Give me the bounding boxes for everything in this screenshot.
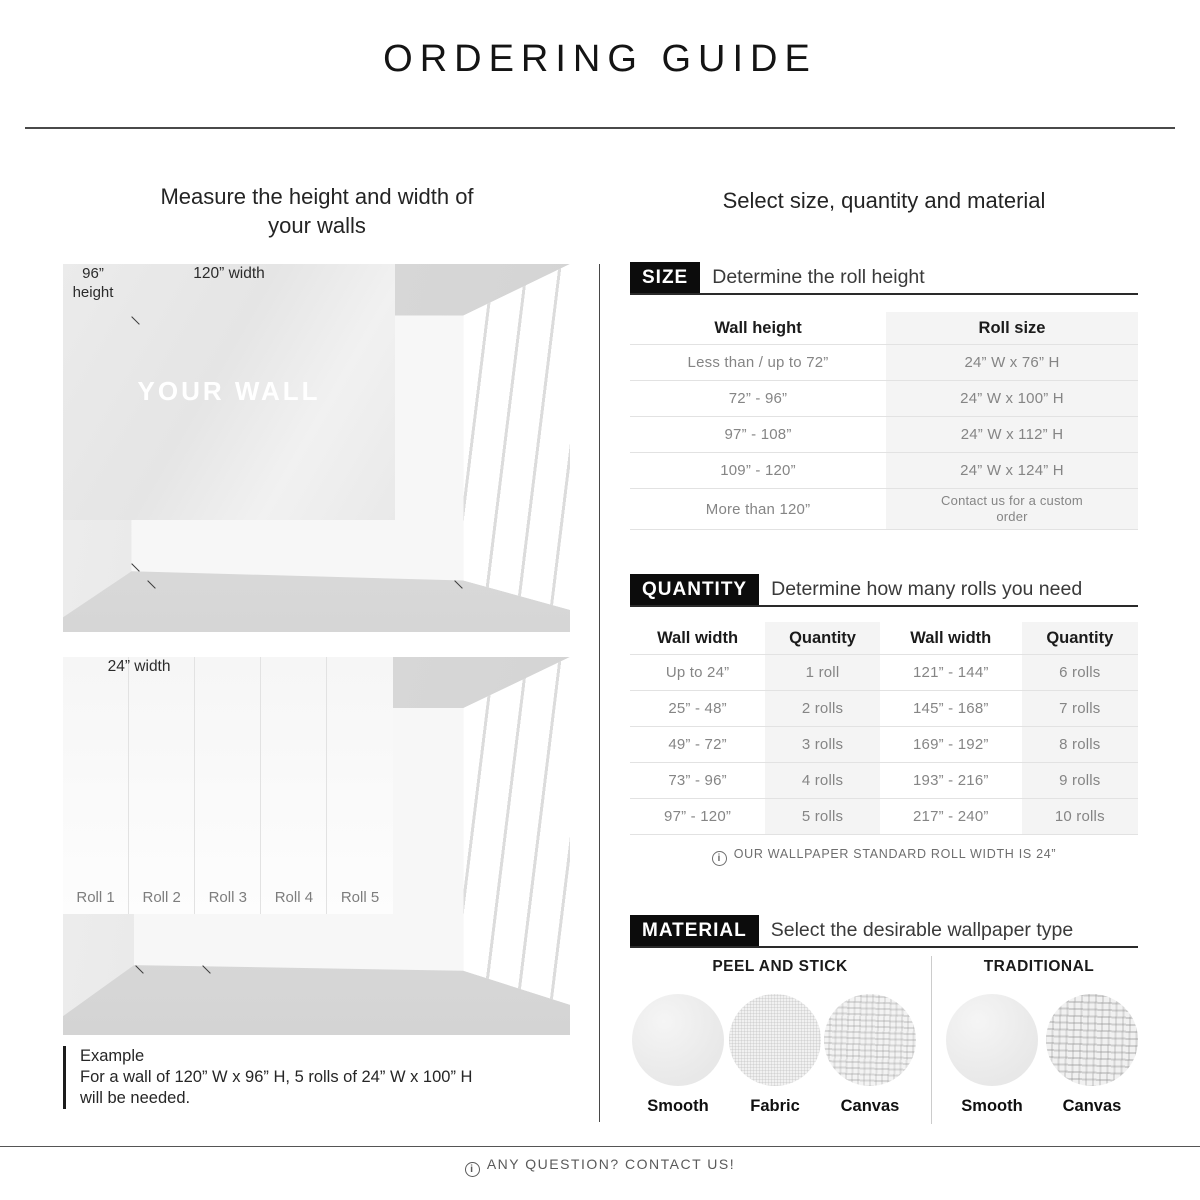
footer-rule: [0, 1146, 1200, 1147]
peel-and-stick-group-title: PEEL AND STICK: [712, 958, 848, 975]
qty-cell: 2 rolls: [765, 690, 880, 726]
qty-cell: 4 rolls: [765, 762, 880, 798]
qty-cell: 49” - 72”: [630, 726, 765, 762]
size-badge: SIZE: [630, 262, 700, 293]
material-badge: MATERIAL: [630, 915, 759, 946]
size-cell: Contact us for a custom order: [886, 488, 1138, 530]
qty-cell: 5 rolls: [765, 798, 880, 835]
smooth-texture-swatch: [946, 994, 1038, 1086]
qty-cell: 7 rolls: [1022, 690, 1138, 726]
canvas-texture-swatch: [824, 994, 916, 1086]
swatch-peel-smooth: Smooth: [632, 994, 724, 1116]
roll-width-note: i OUR WALLPAPER STANDARD ROLL WIDTH IS 24”: [630, 847, 1138, 866]
size-cell: 24” W x 124” H: [886, 452, 1138, 488]
example-title: Example: [80, 1047, 145, 1065]
canvas-texture-swatch: [1046, 994, 1138, 1086]
roll-width-label: 24” width: [107, 658, 171, 675]
roll-panel: Roll 3: [195, 657, 261, 914]
room-measure-illustration: [63, 264, 570, 632]
info-icon: i: [465, 1162, 480, 1177]
qty-cell: 9 rolls: [1022, 762, 1138, 798]
traditional-group-title: TRADITIONAL: [983, 958, 1095, 975]
qty-col-header: Quantity: [765, 622, 880, 654]
qty-cell: 10 rolls: [1022, 798, 1138, 835]
size-cell: Less than / up to 72”: [630, 344, 886, 380]
wall-height-label: 96” height: [72, 265, 114, 301]
qty-cell: 169” - 192”: [880, 726, 1022, 762]
size-cell: 24” W x 100” H: [886, 380, 1138, 416]
qty-col-header: Quantity: [1022, 622, 1138, 654]
fabric-texture-swatch: [729, 994, 821, 1086]
roll-panel: Roll 4: [261, 657, 327, 914]
size-cell: 24” W x 76” H: [886, 344, 1138, 380]
swatch-peel-canvas: Canvas: [824, 994, 916, 1116]
size-table: [630, 312, 1138, 530]
quantity-badge: QUANTITY: [630, 574, 759, 605]
quantity-section-title: Determine how many rolls you need: [771, 578, 1083, 600]
size-cell: More than 120”: [630, 488, 886, 530]
select-options-heading: Select size, quantity and material: [722, 188, 1046, 213]
qty-col-header: Wall width: [910, 628, 992, 647]
size-section-title: Determine the roll height: [712, 266, 925, 288]
qty-col-header: Wall width: [657, 628, 739, 647]
material-section-title: Select the desirable wallpaper type: [770, 919, 1074, 941]
smooth-texture-swatch: [632, 994, 724, 1086]
qty-cell: 1 roll: [765, 654, 880, 690]
column-divider: [599, 264, 600, 1122]
qty-cell: 8 rolls: [1022, 726, 1138, 762]
qty-cell: 217” - 240”: [880, 798, 1022, 835]
qty-cell: 6 rolls: [1022, 654, 1138, 690]
measure-walls-heading: Measure the height and width of your walls: [160, 184, 474, 238]
qty-cell: Up to 24”: [630, 654, 765, 690]
material-group-divider: [931, 956, 932, 1124]
info-icon: i: [712, 851, 727, 866]
your-wall-label: YOUR WALL: [137, 376, 321, 407]
page-title: ORDERING GUIDE: [383, 38, 817, 80]
roll-panel: Roll 2: [129, 657, 195, 914]
size-col-header: Wall height: [714, 318, 802, 337]
wall-width-label: 120” width: [193, 265, 265, 282]
swatch-traditional-canvas: Canvas: [1046, 994, 1138, 1116]
size-col-header: Roll size: [886, 312, 1138, 344]
qty-cell: 73” - 96”: [630, 762, 765, 798]
swatch-peel-fabric: Fabric: [729, 994, 821, 1116]
swatch-traditional-smooth: Smooth: [946, 994, 1038, 1116]
size-section-header: [630, 262, 1138, 295]
room-rolls-illustration: [63, 657, 570, 1035]
qty-cell: 121” - 144”: [880, 654, 1022, 690]
qty-cell: 145” - 168”: [880, 690, 1022, 726]
example-block: [63, 1046, 560, 1109]
example-line1: For a wall of 120” W x 96” H, 5 rolls of 24” W x 100” H: [80, 1068, 473, 1086]
qty-cell: 3 rolls: [765, 726, 880, 762]
size-cell: 24” W x 112” H: [886, 416, 1138, 452]
quantity-section-header: [630, 574, 1138, 607]
contact-us-note: i ANY QUESTION? CONTACT US!: [0, 1156, 1200, 1177]
example-line2: will be needed.: [80, 1089, 191, 1107]
size-cell: 97” - 108”: [630, 416, 886, 452]
quantity-table: [630, 622, 1138, 835]
size-cell: 109” - 120”: [630, 452, 886, 488]
right-column: [630, 0, 1138, 1200]
roll-panel: Roll 5: [327, 657, 392, 914]
material-section-header: [630, 915, 1138, 948]
qty-cell: 25” - 48”: [630, 690, 765, 726]
size-cell: 72” - 96”: [630, 380, 886, 416]
roll-panel: Roll 1: [63, 657, 129, 914]
qty-cell: 97” - 120”: [630, 798, 765, 835]
qty-cell: 193” - 216”: [880, 762, 1022, 798]
